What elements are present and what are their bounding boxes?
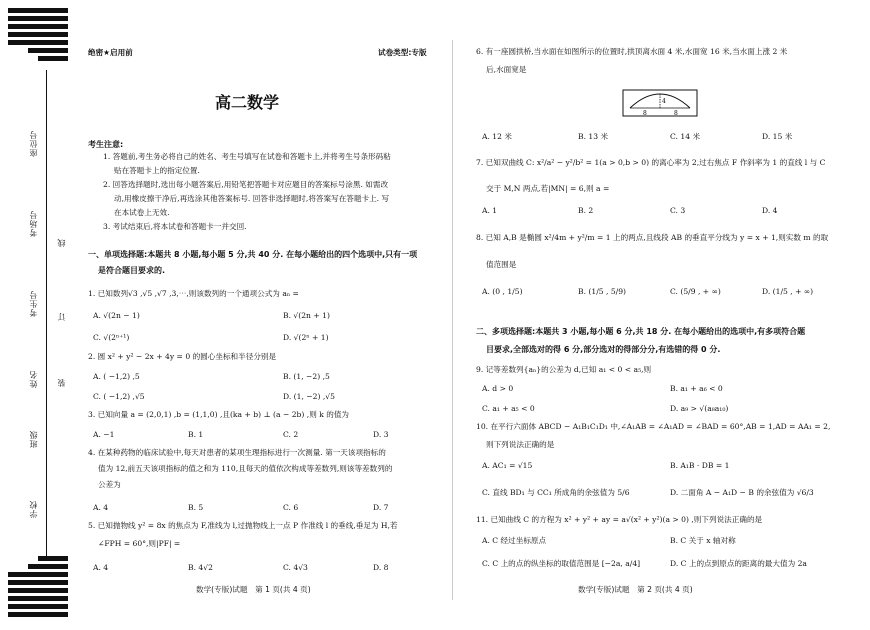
q8-option-c: C. (5/9 , + ∞) <box>670 287 721 296</box>
seal-char-bind: 订 <box>57 312 66 321</box>
q10-option-b: B. A₁B · DB = 1 <box>670 461 730 470</box>
question-3-stem: 3. 已知向量 a = (2,0,1) ,b = (1,1,0) ,且(ka + b) ⊥ (a − 2b) ,则 k 的值为 <box>88 410 350 419</box>
q1-option-c: C. √(2ⁿ⁺¹) <box>93 333 130 342</box>
question-4-stem-cont: 公差为 <box>98 480 121 489</box>
q11-option-b: B. C 关于 x 轴对称 <box>670 536 736 545</box>
q6-option-c: C. 14 米 <box>670 132 701 141</box>
q9-option-b: B. a₁ + a₆ < 0 <box>670 384 723 393</box>
question-7-stem-cont: 交于 M,N 两点,若|MN| = 6,则 a = <box>486 184 610 193</box>
q2-option-c: C. ( −1,2) ,√5 <box>93 392 145 401</box>
student-number-label: 考生号 <box>29 290 38 317</box>
q4-option-c: C. 6 <box>283 503 299 512</box>
q1-option-d: D. √(2ⁿ + 1) <box>283 333 329 342</box>
section-1-heading-cont: 是符合题目要求的. <box>98 266 166 275</box>
section-2-heading-cont: 目要求,全部选对的得 6 分,部分选对的得部分分,有选错的得 0 分. <box>486 345 721 354</box>
q1-option-b: B. √(2n + 1) <box>283 311 330 320</box>
q2-option-b: B. (1, −2) ,5 <box>283 372 330 381</box>
seal-char-line: 线 <box>57 238 66 247</box>
school-label: 学校 <box>29 500 38 518</box>
q8-option-b: B. (1/5 , 5/9) <box>578 287 627 296</box>
q4-option-a: A. 4 <box>93 503 109 512</box>
name-label: 姓名 <box>29 370 38 388</box>
q10-option-a: A. AC₁ = √15 <box>482 461 533 470</box>
question-10-stem-cont: 则下列说法正确的是 <box>486 440 555 449</box>
barcode-bar <box>8 604 68 609</box>
barcode-bar <box>28 48 68 53</box>
class-label: 班级 <box>29 430 38 448</box>
barcode-bar <box>8 596 68 601</box>
question-2-stem: 2. 圆 x² + y² − 2x + 4y = 0 的圆心坐标和半径分别是 <box>88 352 277 361</box>
barcode-bar <box>8 588 68 593</box>
fig-label-right-half: 8 <box>674 110 678 117</box>
barcode-bar <box>8 572 68 577</box>
barcode-bar <box>28 564 68 569</box>
q6-option-a: A. 12 米 <box>482 132 512 141</box>
question-5-stem-cont: ∠FPH = 60°,则|PF| = <box>98 539 181 548</box>
q7-option-a: A. 1 <box>482 206 498 215</box>
fig-label-height: 4 <box>662 98 666 105</box>
q6-option-d: D. 15 米 <box>762 132 793 141</box>
q10-option-d: D. 二面角 A − A₁D − B 的余弦值为 √6/3 <box>670 488 814 497</box>
q5-option-d: D. 8 <box>373 563 389 572</box>
question-5-stem: 5. 已知抛物线 y² = 8x 的焦点为 F,准线为 l,过抛物线上一点 P 作准线 l 的垂线,垂足为 H,若 <box>88 521 398 530</box>
note-line: 在本试卷上无效. <box>114 208 170 217</box>
barcode-bar <box>8 16 68 21</box>
section-2-heading: 二、多项选择题:本题共 3 小题,每小题 6 分,共 18 分. 在每小题给出的选项中,有多项符合题 <box>476 327 806 336</box>
question-7-stem: 7. 已知双曲线 C: x²/a² − y²/b² = 1(a > 0,b > 0) 的离心率为 2,过右焦点 F 作斜率为 1 的直线 l 与 C <box>476 158 826 167</box>
q9-option-d: D. a₉ > √(a₈a₁₀) <box>670 404 729 413</box>
page-divider <box>452 40 453 600</box>
q3-option-c: C. 2 <box>283 430 299 439</box>
barcode-bar <box>8 40 68 45</box>
question-10-stem: 10. 在平行六面体 ABCD − A₁B₁C₁D₁ 中,∠A₁AB = ∠A₁AD = ∠BAD = 60°,AB = 1,AD = AA₁ = 2, <box>476 422 831 431</box>
q11-option-c: C. C 上的点的纵坐标的取值范围是 [−2a, a/4] <box>482 559 641 568</box>
page-footer-left: 数学(专版)试题 第 1 页(共 4 页) <box>196 585 311 594</box>
notes-heading: 考生注意: <box>88 140 124 149</box>
barcode-bar <box>38 56 68 61</box>
barcode-bar <box>8 580 68 585</box>
q5-option-b: B. 4√2 <box>188 563 213 572</box>
q5-option-a: A. 4 <box>93 563 109 572</box>
q11-option-a: A. C 经过坐标原点 <box>482 536 547 545</box>
barcode-bar <box>8 612 68 617</box>
q3-option-b: B. 1 <box>188 430 204 439</box>
binding-strip <box>0 0 80 630</box>
question-6-stem: 6. 有一座圆拱桥,当水面在如图所示的位置时,拱顶离水面 4 米,水面宽 16 米,当水面上涨 2 米 <box>476 47 788 56</box>
q4-option-b: B. 5 <box>188 503 204 512</box>
seal-char-mount: 装 <box>57 378 66 387</box>
arch-bridge-figure <box>620 86 700 120</box>
note-line: 2. 回答选择题时,选出每小题答案后,用铅笔把答题卡对应题目的答案标号涂黑. 如需改 <box>103 180 389 189</box>
q8-option-d: D. (1/5 , + ∞) <box>762 287 814 296</box>
q5-option-c: C. 4√3 <box>283 563 308 572</box>
paper-type-label: 试卷类型:专版 <box>378 48 427 57</box>
exam-room-label: 考场号 <box>29 210 38 237</box>
q3-option-d: D. 3 <box>373 430 389 439</box>
q7-option-c: C. 3 <box>670 206 686 215</box>
question-11-stem: 11. 已知曲线 C 的方程为 x² + y² + ay = a√(x² + y²)(a > 0) ,则下列说法正确的是 <box>476 515 763 524</box>
note-line: 3. 考试结束后,将本试卷和答题卡一并交回. <box>103 222 247 231</box>
q9-option-c: C. a₁ + a₅ < 0 <box>482 404 535 413</box>
question-8-stem-cont: 值范围是 <box>486 260 517 269</box>
q10-option-c: C. 直线 BD₁ 与 CC₁ 所成角的余弦值为 5/6 <box>482 488 630 497</box>
q3-option-a: A. −1 <box>93 430 115 439</box>
question-4-stem-cont: 值为 12,前五天该项指标的值之和为 110,且每天的值依次构成等差数列,则该等差数列的 <box>98 464 393 473</box>
barcode-bar <box>38 556 68 561</box>
note-line: 1. 答题前,考生务必将自己的姓名、考生号填写在试卷和答题卡上,并将考生号条形码粘 <box>103 152 391 161</box>
q9-option-a: A. d > 0 <box>482 384 514 393</box>
q7-option-b: B. 2 <box>578 206 594 215</box>
q4-option-d: D. 7 <box>373 503 389 512</box>
question-8-stem: 8. 已知 A,B 是椭圆 x²/4m + y²/m = 1 上的两点,且线段 AB 的垂直平分线为 y = x + 1,则实数 m 的取 <box>476 233 829 242</box>
q8-option-a: A. (0 , 1/5) <box>482 287 523 296</box>
confidential-label: 绝密★启用前 <box>88 48 133 57</box>
q2-option-d: D. (1, −2) ,√5 <box>283 392 335 401</box>
question-4-stem: 4. 在某种药物的临床试验中,每天对患者的某项生理指标进行一次测量. 第一天该项指标的 <box>88 448 386 457</box>
barcode-bar <box>8 8 68 13</box>
note-line: 动,用橡皮擦干净后,再选涂其他答案标号. 回答非选择题时,将答案写在答题卡上. 写 <box>114 194 390 203</box>
page-title: 高二数学 <box>215 93 280 112</box>
question-9-stem: 9. 记等差数列{aₙ}的公差为 d,已知 a₁ < 0 < a₅,则 <box>476 365 652 374</box>
q2-option-a: A. ( −1,2) ,5 <box>93 372 140 381</box>
question-1-stem: 1. 已知数列√3 ,√5 ,√7 ,3,⋯,则该数列的一个通项公式为 aₙ = <box>88 289 299 298</box>
barcode-bar <box>8 32 68 37</box>
section-1-heading: 一、单项选择题:本题共 8 小题,每小题 5 分,共 40 分. 在每小题给出的四个选项中,只有一项 <box>88 250 418 259</box>
fig-label-left-half: 8 <box>643 110 647 117</box>
question-6-stem-cont: 后,水面宽是 <box>486 65 527 74</box>
q1-option-a: A. √(2n − 1) <box>93 311 140 320</box>
binding-line <box>46 70 47 560</box>
note-line: 贴在答题卡上的指定位置. <box>114 166 200 175</box>
page-footer-right: 数学(专版)试题 第 2 页(共 4 页) <box>578 585 693 594</box>
seat-number-label: 座位号 <box>29 130 38 157</box>
q6-option-b: B. 13 米 <box>578 132 609 141</box>
barcode-bar <box>8 24 68 29</box>
q7-option-d: D. 4 <box>762 206 778 215</box>
q11-option-d: D. C 上的点到原点的距离的最大值为 2a <box>670 559 807 568</box>
